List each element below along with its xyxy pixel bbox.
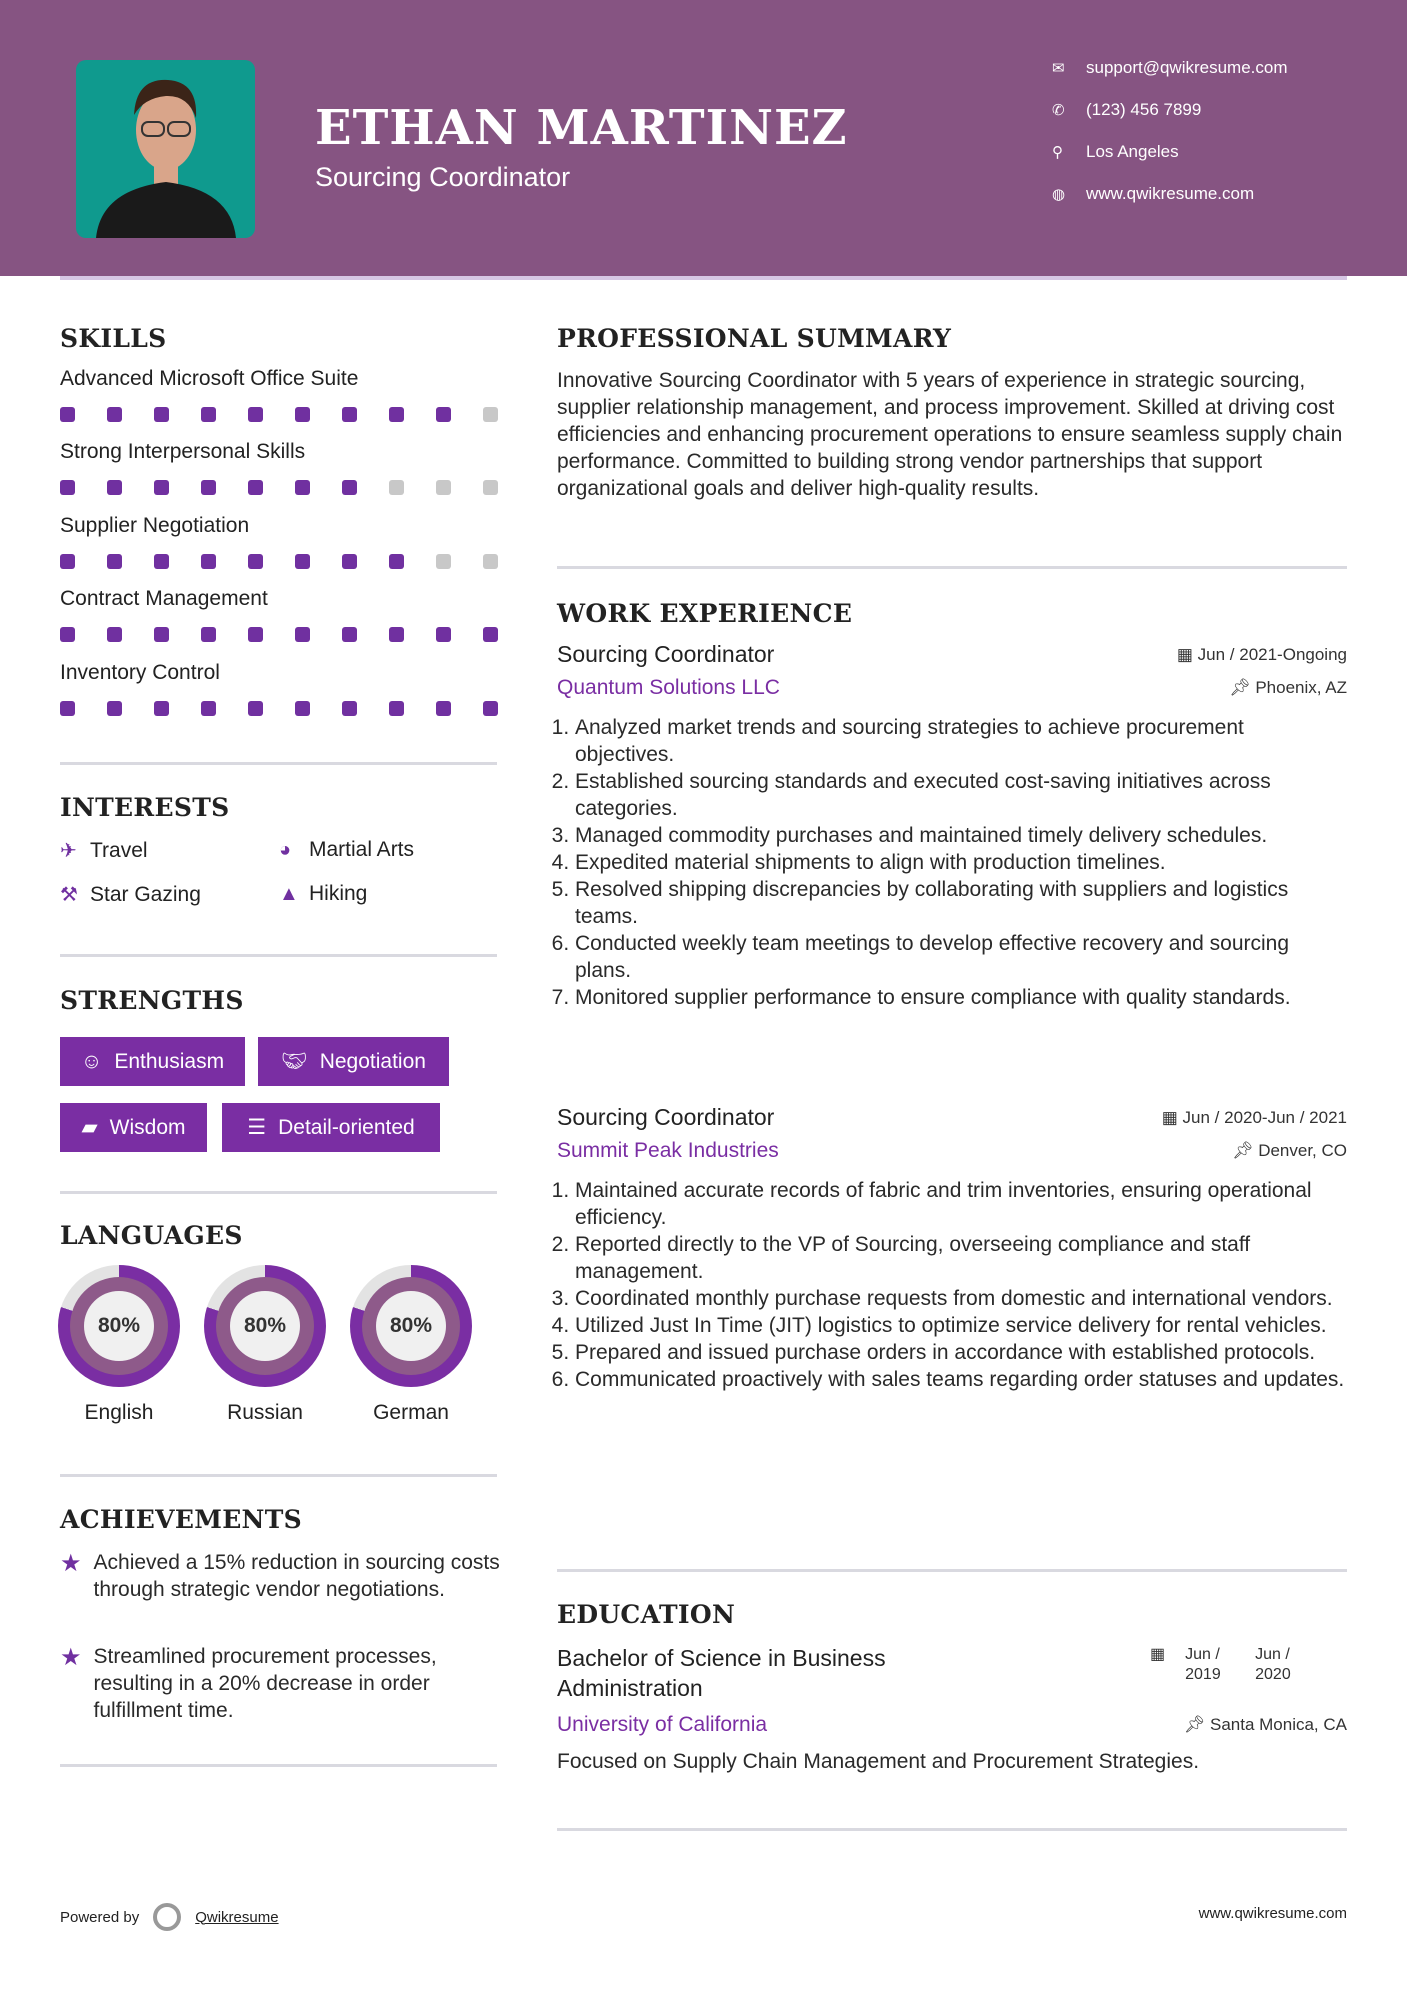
skill-rating	[60, 407, 498, 422]
brand-link[interactable]: Qwikresume	[195, 1908, 279, 1926]
job-location-text: Phoenix, AZ	[1255, 678, 1347, 697]
skill-name: Inventory Control	[60, 661, 220, 684]
skill-name: Strong Interpersonal Skills	[60, 440, 306, 463]
language-percent: 80%	[230, 1291, 300, 1361]
interest-martial-arts	[279, 838, 414, 862]
rating-dot	[342, 480, 357, 495]
language-percent: 80%	[376, 1291, 446, 1361]
interest-star-gazing	[60, 882, 201, 907]
rating-dot	[389, 407, 404, 422]
education-location	[1184, 1715, 1347, 1735]
rating-dot	[248, 407, 263, 422]
interest-label: Star Gazing	[90, 882, 201, 906]
rating-dot	[436, 480, 451, 495]
language-russian	[204, 1265, 326, 1425]
experience-heading: WORK EXPERIENCE	[557, 599, 853, 628]
rating-dot	[60, 701, 75, 716]
job-date	[1162, 1108, 1347, 1128]
envelope-icon: ✉	[1052, 60, 1065, 77]
skill-name: Contract Management	[60, 587, 268, 610]
job-date-text: Jun / 2021-Ongoing	[1197, 644, 1347, 664]
strength-negotiation	[258, 1037, 449, 1086]
rating-dot	[201, 554, 216, 569]
contact-phone	[1052, 100, 1201, 120]
job-bullet: 6. Conducted weekly team meetings to develop effective recovery and sourcing plans.	[575, 930, 1347, 984]
achievement-text: Achieved a 15% reduction in sourcing costs through strategic vendor negotiations.	[93, 1551, 500, 1601]
skill-name: Supplier Negotiation	[60, 514, 250, 537]
job-bullet: 5. Resolved shipping discrepancies by collaborating with suppliers and logistics teams.	[575, 876, 1347, 930]
job-bullet: 2. Established sourcing standards and executed cost-saving initiatives across categories.	[575, 768, 1347, 822]
job-bullet: 4. Expedited material shipments to align with production timelines.	[575, 849, 1347, 876]
strength-label: Wisdom	[109, 1115, 186, 1139]
rating-dot	[389, 480, 404, 495]
rating-dot	[60, 480, 75, 495]
language-name: English	[84, 1401, 154, 1424]
rating-dot	[154, 701, 169, 716]
job-bullet: 1. Maintained accurate records of fabric and trim inventories, ensuring operational efficiency.	[575, 1177, 1347, 1231]
rating-dot	[295, 554, 310, 569]
book-icon: ▰	[81, 1116, 98, 1139]
contact-email[interactable]	[1052, 58, 1288, 78]
footer-branding	[60, 1903, 279, 1931]
achievement-item	[60, 1643, 500, 1724]
rating-dot	[107, 480, 122, 495]
education-location-text: Santa Monica, CA	[1209, 1715, 1347, 1734]
language-german	[350, 1265, 472, 1425]
rating-dot	[389, 554, 404, 569]
footer-website[interactable]: www.qwikresume.com	[1198, 1905, 1347, 1922]
job-bullet: 3. Coordinated monthly purchase requests from domestic and international vendors.	[575, 1285, 1347, 1312]
rating-dot	[107, 701, 122, 716]
education-school: University of California	[557, 1713, 768, 1736]
header-divider	[60, 276, 1347, 280]
language-name: Russian	[227, 1401, 303, 1424]
summary-text: Innovative Sourcing Coordinator with 5 years of experience in strategic sourcing, supplier relationship management, and process improvement. Skilled at driving cost efficiencies and enhancing procurement operations to ensure seamless supply chain performance. Committed to building strong vendor partnerships that support organizational goals and deliver high-quality results.	[557, 369, 1343, 500]
strength-label: Enthusiasm	[114, 1049, 225, 1073]
rating-dot	[248, 554, 263, 569]
strengths-heading: STRENGTHS	[60, 986, 244, 1015]
candidate-name: ETHAN MARTINEZ	[315, 100, 848, 156]
rating-dot	[342, 554, 357, 569]
rating-dot	[483, 627, 498, 642]
rating-dot	[436, 627, 451, 642]
language-progress-ring	[350, 1265, 472, 1387]
achievements-heading: ACHIEVEMENTS	[60, 1505, 302, 1534]
pin-icon: 📌︎	[1229, 678, 1256, 697]
contact-website[interactable]	[1052, 184, 1254, 204]
strength-detail-oriented	[222, 1103, 440, 1152]
qwikresume-logo-icon	[153, 1903, 181, 1931]
strength-wisdom	[60, 1103, 207, 1152]
interest-label: Hiking	[309, 882, 368, 905]
strength-enthusiasm	[60, 1037, 245, 1086]
languages-heading: LANGUAGES	[60, 1221, 243, 1250]
job-bullet: 5. Prepared and issued purchase orders in accordance with established protocols.	[575, 1339, 1347, 1366]
skills-heading: SKILLS	[60, 324, 167, 353]
job-bullet: 4. Utilized Just In Time (JIT) logistics to optimize service delivery for rental vehicles.	[575, 1312, 1347, 1339]
strength-label: Detail-oriented	[278, 1115, 415, 1139]
job-location	[1232, 1141, 1347, 1161]
language-name: German	[373, 1401, 449, 1424]
interest-label: Travel	[90, 838, 148, 862]
interest-hiking	[279, 882, 367, 906]
smile-icon: ☺	[80, 1049, 103, 1073]
education-date	[1150, 1645, 1305, 1685]
calendar-icon: ▦	[1150, 1646, 1166, 1663]
job-bullet: 1. Analyzed market trends and sourcing strategies to achieve procurement objectives.	[575, 714, 1347, 768]
globe-icon: ◍	[1052, 186, 1066, 203]
contact-text: www.qwikresume.com	[1086, 184, 1255, 203]
job-bullet: 3. Managed commodity purchases and maintained timely delivery schedules.	[575, 822, 1347, 849]
handshake-icon: 🤝︎	[281, 1049, 308, 1073]
achievement-text: Streamlined procurement processes, resulting in a 20% decrease in order fulfillment time.	[93, 1645, 437, 1722]
rating-dot	[342, 627, 357, 642]
skill-rating	[60, 701, 498, 716]
divider	[60, 1474, 497, 1477]
job-bullet: 6. Communicated proactively with sales teams regarding order statuses and updates.	[575, 1366, 1347, 1393]
strength-label: Negotiation	[319, 1049, 426, 1073]
rating-dot	[201, 627, 216, 642]
job-bullet: 7. Monitored supplier performance to ensure compliance with quality standards.	[575, 984, 1347, 1011]
education-description: Focused on Supply Chain Management and Procurement Strategies.	[557, 1750, 1200, 1773]
interest-travel	[60, 838, 148, 863]
plane-icon: ✈	[60, 840, 77, 862]
rating-dot	[248, 701, 263, 716]
rating-dot	[389, 627, 404, 642]
job-title: Sourcing Coordinator	[557, 1104, 775, 1130]
rating-dot	[483, 480, 498, 495]
profile-photo	[76, 60, 255, 238]
skill-rating	[60, 480, 498, 495]
tree-icon: ▲	[279, 882, 299, 905]
rating-dot	[60, 627, 75, 642]
job-title: Sourcing Coordinator	[557, 641, 775, 667]
education-heading: EDUCATION	[557, 1600, 736, 1629]
rating-dot	[201, 701, 216, 716]
pin-icon: 📌︎	[1183, 1715, 1210, 1734]
skill-rating	[60, 627, 498, 642]
job-entry	[557, 1104, 1347, 1393]
divider	[60, 762, 497, 765]
rating-dot	[436, 701, 451, 716]
rating-dot	[107, 407, 122, 422]
job-company: Summit Peak Industries	[557, 1139, 779, 1162]
rating-dot	[436, 407, 451, 422]
rating-dot	[389, 701, 404, 716]
star-icon: ★	[60, 1644, 82, 1671]
candidate-title: Sourcing Coordinator	[315, 162, 571, 192]
rating-dot	[154, 407, 169, 422]
rating-dot	[60, 407, 75, 422]
gavel-icon: ⚒	[60, 884, 78, 906]
achievement-item	[60, 1549, 500, 1603]
rating-dot	[248, 627, 263, 642]
rating-dot	[342, 701, 357, 716]
education-degree: Bachelor of Science in Business Administration	[557, 1645, 886, 1701]
rating-dot	[201, 407, 216, 422]
divider	[60, 1191, 497, 1194]
language-percent: 80%	[84, 1291, 154, 1361]
rating-dot	[483, 554, 498, 569]
job-company: Quantum Solutions LLC	[557, 676, 780, 699]
job-date-text: Jun / 2020-Jun / 2021	[1182, 1107, 1347, 1127]
divider	[60, 1764, 497, 1767]
star-icon: ★	[60, 1550, 82, 1577]
interests-heading: INTERESTS	[60, 793, 230, 822]
language-progress-ring	[204, 1265, 326, 1387]
map-marker-icon: ⚲	[1052, 144, 1063, 161]
rating-dot	[248, 480, 263, 495]
rating-dot	[107, 554, 122, 569]
rating-dot	[436, 554, 451, 569]
contact-location	[1052, 142, 1179, 162]
rating-dot	[295, 701, 310, 716]
education-end: Jun / 2020	[1255, 1646, 1291, 1683]
language-english	[58, 1265, 180, 1425]
rating-dot	[154, 627, 169, 642]
job-entry	[557, 641, 1347, 1011]
summary-heading: PROFESSIONAL SUMMARY	[557, 324, 952, 353]
contact-text: (123) 456 7899	[1086, 100, 1202, 119]
job-location	[1229, 678, 1347, 698]
calendar-icon: ▦	[1176, 644, 1198, 664]
pin-icon: 📌︎	[1231, 1141, 1259, 1160]
skill-rating	[60, 554, 498, 569]
rating-dot	[295, 627, 310, 642]
skill-name: Advanced Microsoft Office Suite	[60, 367, 359, 390]
calendar-icon: ▦	[1161, 1107, 1183, 1127]
contact-text: support@qwikresume.com	[1086, 58, 1288, 77]
rating-dot	[483, 701, 498, 716]
rating-dot	[201, 480, 216, 495]
rating-dot	[107, 627, 122, 642]
languages-list	[58, 1265, 472, 1425]
divider	[557, 566, 1347, 569]
interest-label: Martial Arts	[309, 838, 415, 861]
rating-dot	[154, 480, 169, 495]
job-location-text: Denver, CO	[1258, 1141, 1347, 1160]
contact-text: Los Angeles	[1086, 142, 1179, 161]
divider	[557, 1569, 1347, 1572]
rating-dot	[483, 407, 498, 422]
globe-icon: ◕	[279, 838, 292, 861]
education-start: Jun / 2019	[1185, 1646, 1221, 1683]
rating-dot	[295, 407, 310, 422]
rating-dot	[154, 554, 169, 569]
job-bullet: 2. Reported directly to the VP of Sourcing, overseeing compliance and staff management.	[575, 1231, 1347, 1285]
phone-icon: ✆	[1052, 102, 1065, 119]
rating-dot	[295, 480, 310, 495]
job-date	[1177, 645, 1347, 665]
job-bullets	[557, 1177, 1347, 1393]
divider	[60, 954, 497, 957]
list-icon: ☰	[247, 1116, 267, 1139]
job-bullets	[557, 714, 1347, 1011]
divider	[557, 1828, 1347, 1831]
rating-dot	[342, 407, 357, 422]
powered-by-label: Powered by	[60, 1908, 140, 1926]
language-progress-ring	[58, 1265, 180, 1387]
rating-dot	[60, 554, 75, 569]
